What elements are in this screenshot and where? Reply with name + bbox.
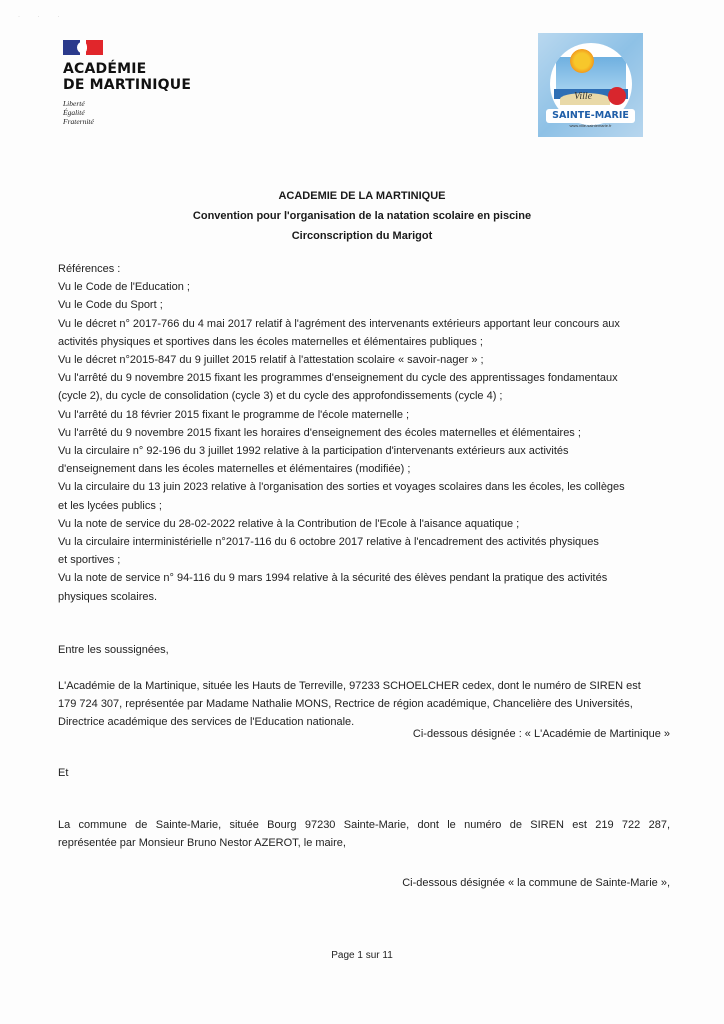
page-number: Page 1 sur 11 [331, 950, 393, 961]
republic-motto [63, 99, 191, 126]
party-academie-line: L'Académie de la Martinique, située les Hauts de Terreville, 97233 SCHOELCHER cedex, dont le numéro de SIREN est [58, 680, 641, 692]
reference-line: Vu le Code du Sport ; [58, 299, 163, 312]
hibiscus-icon [608, 87, 626, 105]
reference-line: Vu l'arrêté du 18 février 2015 fixant le programme de l'école maternelle ; [58, 408, 410, 421]
title-line-3: Circonscription du Marigot [291, 230, 433, 242]
reference-line: (cycle 2), du cycle de consolidation (cycle 3) et du cycle des approfondissements (cycle 4) ; [58, 390, 503, 403]
reference-line: Vu la circulaire interministérielle n°2017-116 du 6 octobre 2017 relative à l'encadrement des activités physiques [58, 536, 599, 549]
logo-city-name: SAINTE-MARIE [552, 110, 629, 121]
academie-logo [63, 40, 191, 126]
party-academie-designation: Ci-dessous désignée : « L'Académie de Martinique » [412, 728, 670, 740]
reference-line: Vu la note de service du 28-02-2022 relative à la Contribution de l'Ecole à l'aisance aquatique ; [58, 517, 520, 530]
reference-line: et sportives ; [58, 554, 121, 567]
sainte-marie-logo [538, 33, 643, 137]
motto-liberte: Liberté [63, 99, 85, 108]
party-commune-line: La commune de Sainte-Marie, située Bourg 97230 Sainte-Marie, dont le numéro de SIREN est 219 722 287, [58, 819, 670, 831]
logo-ville-text: Ville [574, 91, 593, 102]
reference-line: Vu le Code de l'Education ; [58, 281, 190, 294]
title-line-1: ACADEMIE DE LA MARTINIQUE [278, 190, 446, 202]
reference-line: et les lycées publics ; [58, 499, 162, 512]
reference-line: Vu l'arrêté du 9 novembre 2015 fixant les programmes d'enseignement du cycle des apprentissages fondamentaux [58, 372, 618, 385]
motto-egalite: Égalité [63, 108, 85, 117]
parties-intro: Entre les soussignées, [58, 644, 169, 656]
party-academie [58, 677, 670, 732]
party-commune [58, 816, 670, 852]
reference-line: Vu la circulaire n° 92-196 du 3 juillet 1992 relative à la participation d'intervenants extérieurs aux activités [58, 445, 569, 458]
reference-line: Vu la circulaire du 13 juin 2023 relative à l'organisation des sorties et voyages scolaires dans les écoles, les collèges [58, 481, 625, 494]
reference-line: activités physiques et sportives dans les écoles maternelles et élémentaires publiques ; [58, 335, 483, 348]
references-section [58, 260, 670, 606]
reference-line: Vu le décret n° 2017-766 du 4 mai 2017 relatif à l'agrément des intervenants extérieurs apportant leur concours aux [58, 317, 620, 330]
party-academie-line: Directrice académique des services de l'Education nationale. [58, 716, 355, 729]
party-commune-designation: Ci-dessous désignée « la commune de Sainte-Marie », [402, 877, 670, 889]
logo-url: www.ville-saintemarie.fr [569, 123, 612, 128]
reference-line: Vu le décret n°2015-847 du 9 juillet 2015 relatif à l'attestation scolaire « savoir-nager » ; [58, 354, 484, 367]
sun-icon [570, 49, 594, 73]
scan-artifact: · · · [18, 14, 68, 20]
party-commune-line: représentée par Monsieur Bruno Nestor AZEROT, le maire, [58, 837, 346, 850]
reference-line: d'enseignement dans les écoles maternelles et élémentaires (modifiée) ; [58, 463, 411, 476]
reference-line: Vu l'arrêté du 9 novembre 2015 fixant les horaires d'enseignement des écoles maternelles et élémentaires ; [58, 426, 581, 439]
motto-fraternite: Fraternité [63, 117, 94, 126]
document-title [0, 186, 724, 246]
institution-name [63, 61, 191, 93]
institution-line-2: DE MARTINIQUE [63, 77, 192, 93]
institution-line-1: ACADÉMIE [63, 61, 147, 77]
party-academie-line: 179 724 307, représentée par Madame Nathalie MONS, Rectrice de région académique, Chancelière des Universités, [58, 698, 633, 711]
conjunction-et: Et [58, 767, 69, 779]
marianne-flag-icon [63, 40, 103, 55]
references-heading: Références : [58, 263, 121, 275]
title-line-2: Convention pour l'organisation de la natation scolaire en piscine [192, 210, 532, 222]
reference-line: Vu la note de service n° 94-116 du 9 mars 1994 relative à la sécurité des élèves pendant la pratique des activités [58, 572, 608, 585]
reference-line: physiques scolaires. [58, 590, 158, 603]
